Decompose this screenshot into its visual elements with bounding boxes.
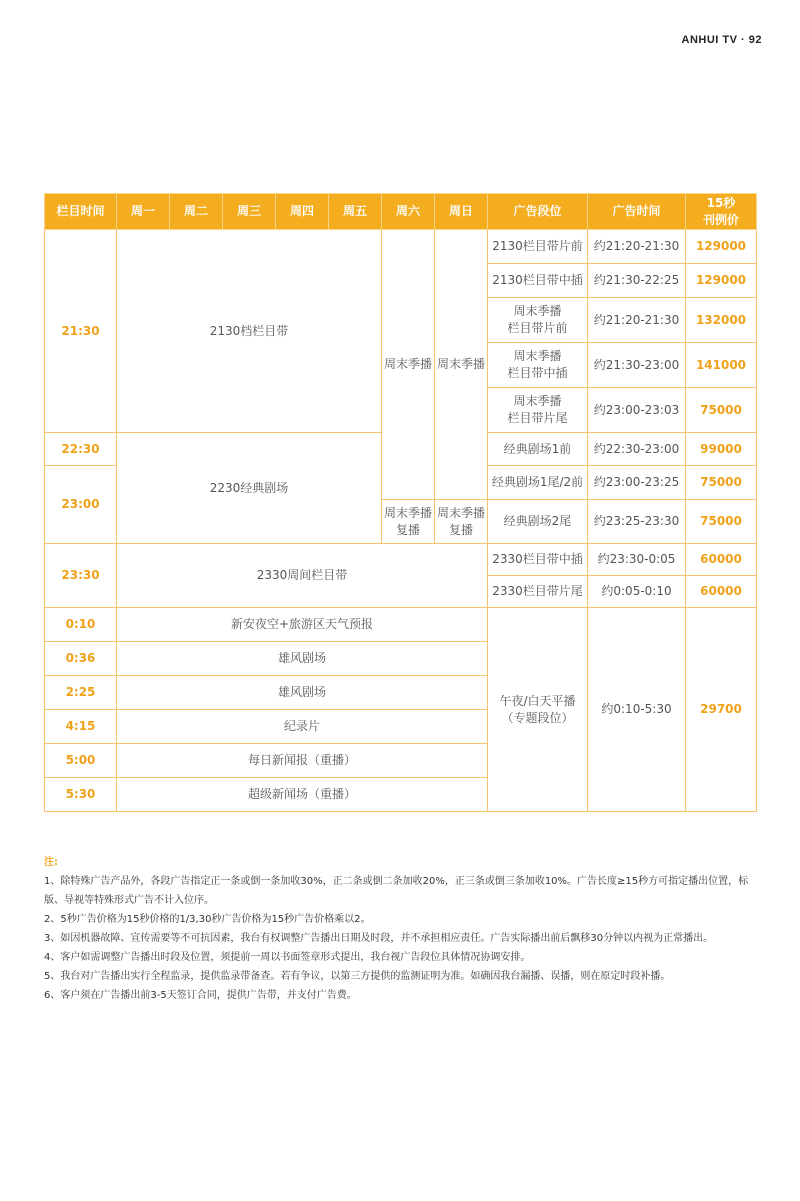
program-cell: 新安夜空+旅游区天气预报 (117, 608, 488, 642)
note-item: 1、除特殊广告产品外，各段广告指定正一条或倒一条加收30%，正二条或倒二条加收20%，正三条或倒三条加收10%。广告长度≥15秒方可指定播出位置，标版、导视等特殊形式广告不计入位序。 (44, 876, 749, 906)
time-cell: 0:10 (45, 608, 117, 642)
price-cell: 75000 (686, 388, 757, 433)
segment-cell: 经典剧场1前 (488, 433, 588, 466)
ad-time-cell: 约22:30-23:00 (588, 433, 686, 466)
note-item: 2、5秒广告价格为15秒价格的1/3,30秒广告价格为15秒广告价格乘以2。 (44, 914, 371, 925)
ad-time-cell: 约21:20-21:30 (588, 230, 686, 264)
rerun-line1: 周末季播 (437, 505, 486, 520)
program-cell: 2330周间栏目带 (117, 544, 488, 608)
segment-cell (488, 388, 588, 433)
ad-time-cell: 约23:00-23:03 (588, 388, 686, 433)
time-cell: 22:30 (45, 433, 117, 466)
header-friday: 周五 (329, 194, 382, 230)
ad-rate-table (44, 193, 757, 812)
weekend-cell-sunday: 周末季播 (435, 230, 488, 500)
table-row (45, 544, 757, 576)
segment-line1: 周末季播 (513, 304, 562, 318)
segment-cell (488, 298, 588, 343)
price-cell: 75000 (686, 500, 757, 544)
ad-time-cell: 约21:30-22:25 (588, 264, 686, 298)
time-cell: 4:15 (45, 710, 117, 744)
note-item: 4、客户如需调整广告播出时段及位置，须提前一周以书面签章形式提出，我台视广告段位具体情况协调安排。 (44, 952, 531, 963)
header-thursday: 周四 (276, 194, 329, 230)
rerun-cell-saturday (382, 500, 435, 544)
program-cell: 2130档栏目带 (117, 230, 382, 433)
time-cell: 21:30 (45, 230, 117, 433)
table-row (45, 230, 757, 264)
price-cell: 75000 (686, 466, 757, 500)
segment-line1: 周末季播 (513, 349, 562, 363)
segment-cell (488, 608, 588, 812)
notes-section (44, 853, 756, 1005)
segment-line2: （专题段位） (501, 710, 574, 725)
program-cell: 雄风剧场 (117, 676, 488, 710)
time-cell: 0:36 (45, 642, 117, 676)
price-cell: 99000 (686, 433, 757, 466)
header-monday: 周一 (117, 194, 170, 230)
header-saturday: 周六 (382, 194, 435, 230)
program-cell: 纪录片 (117, 710, 488, 744)
rerun-cell-sunday (435, 500, 488, 544)
note-item: 6、客户须在广告播出前3-5天签订合同，提供广告带，并支付广告费。 (44, 990, 357, 1001)
segment-cell: 2330栏目带片尾 (488, 576, 588, 608)
time-cell: 23:30 (45, 544, 117, 608)
program-cell: 2230经典剧场 (117, 433, 382, 544)
segment-line2: 栏目带片尾 (507, 411, 568, 425)
rerun-line2: 复播 (395, 522, 420, 537)
ad-time-cell: 约23:25-23:30 (588, 500, 686, 544)
segment-line1: 周末季播 (513, 394, 562, 408)
price-cell: 132000 (686, 298, 757, 343)
ad-time-cell: 约23:30-0:05 (588, 544, 686, 576)
ad-time-cell: 约0:10-5:30 (588, 608, 686, 812)
notes-title: 注: (44, 857, 58, 868)
price-cell: 60000 (686, 576, 757, 608)
table-row (45, 608, 757, 642)
price-cell: 129000 (686, 230, 757, 264)
segment-cell: 2130栏目带中插 (488, 264, 588, 298)
note-item: 3、如因机器故障、宣传需要等不可抗因素，我台有权调整广告播出日期及时段，并不承担相应责任。广告实际播出前后飘移30分钟以内视为正常播出。 (44, 933, 714, 944)
table-header-row (45, 194, 757, 230)
segment-cell: 2130栏目带片前 (488, 230, 588, 264)
program-cell: 雄风剧场 (117, 642, 488, 676)
segment-cell: 经典剧场1尾/2前 (488, 466, 588, 500)
time-cell: 23:00 (45, 466, 117, 544)
price-cell: 29700 (686, 608, 757, 812)
ad-time-cell: 约23:00-23:25 (588, 466, 686, 500)
segment-cell: 2330栏目带中插 (488, 544, 588, 576)
header-sunday: 周日 (435, 194, 488, 230)
price-cell: 129000 (686, 264, 757, 298)
segment-line2: 栏目带中插 (507, 366, 568, 380)
segment-cell (488, 343, 588, 388)
header-ad-time: 广告时间 (588, 194, 686, 230)
note-item: 5、我台对广告播出实行全程监录，提供监录带备查。若有争议，以第三方提供的监测证明为准。如确因我台漏播、误播，则在原定时段补播。 (44, 971, 671, 982)
ad-time-cell: 约21:20-21:30 (588, 298, 686, 343)
header-price-line2: 刊例价 (702, 212, 739, 227)
ad-time-cell: 约0:05-0:10 (588, 576, 686, 608)
time-cell: 5:30 (45, 778, 117, 812)
rerun-line2: 复播 (448, 522, 473, 537)
segment-line2: 栏目带片前 (507, 321, 568, 335)
weekend-cell-saturday: 周末季播 (382, 230, 435, 500)
program-cell: 超级新闻场（重播） (117, 778, 488, 812)
header-ad-segment: 广告段位 (488, 194, 588, 230)
header-wednesday: 周三 (223, 194, 276, 230)
segment-cell: 经典剧场2尾 (488, 500, 588, 544)
time-cell: 5:00 (45, 744, 117, 778)
header-program-time: 栏目时间 (45, 194, 117, 230)
header-price (686, 194, 757, 230)
page-header: ANHUI TV · 92 (681, 34, 762, 46)
header-tuesday: 周二 (170, 194, 223, 230)
header-price-line1: 15秒 (706, 195, 736, 210)
price-cell: 60000 (686, 544, 757, 576)
segment-line1: 午夜/白天平播 (499, 693, 576, 708)
rerun-line1: 周末季播 (384, 505, 433, 520)
program-cell: 每日新闻报（重播） (117, 744, 488, 778)
ad-time-cell: 约21:30-23:00 (588, 343, 686, 388)
price-cell: 141000 (686, 343, 757, 388)
time-cell: 2:25 (45, 676, 117, 710)
